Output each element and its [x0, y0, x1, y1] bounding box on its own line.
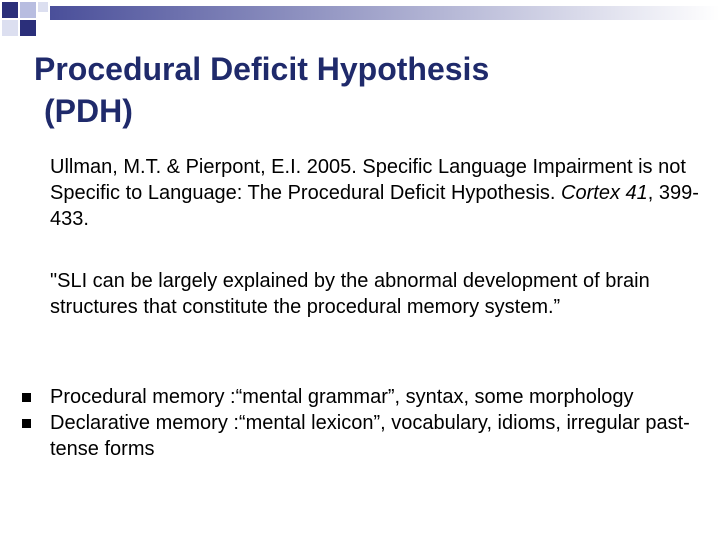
header-decoration [0, 0, 720, 40]
title-line-1: Procedural Deficit Hypothesis [34, 51, 490, 87]
header-gradient-bar [50, 6, 720, 20]
citation-pages: , 399-433. [50, 182, 699, 230]
bullet-text: Procedural memory :“mental grammar”, syntax, some morphology [50, 386, 634, 408]
square-bullet-icon [22, 419, 31, 428]
deco-square-1 [2, 2, 18, 18]
bullet-text: Declarative memory :“mental lexicon”, vocabulary, idioms, irregular past-tense forms [50, 412, 690, 460]
bullet-item [20, 410, 700, 462]
citation-journal: Cortex 41 [561, 182, 648, 204]
title-line-2: (PDH) [44, 93, 133, 129]
bullet-list [20, 384, 700, 462]
square-bullet-icon [22, 393, 31, 402]
citation-text: Ullman, M.T. & Pierpont, E.I. 2005. Specific Language Impairment is not Specific to Language: The Procedural Deficit Hypothesis. [50, 156, 686, 204]
slide-title [34, 48, 694, 132]
citation [50, 154, 700, 232]
deco-square-3 [20, 20, 36, 36]
quote: "SLI can be largely explained by the abnormal development of brain structures that constitute the procedural memory system.” [50, 270, 650, 318]
deco-square-4 [2, 20, 18, 36]
deco-square-2 [20, 2, 36, 18]
bullet-item [20, 384, 700, 410]
deco-square-5 [38, 2, 48, 12]
